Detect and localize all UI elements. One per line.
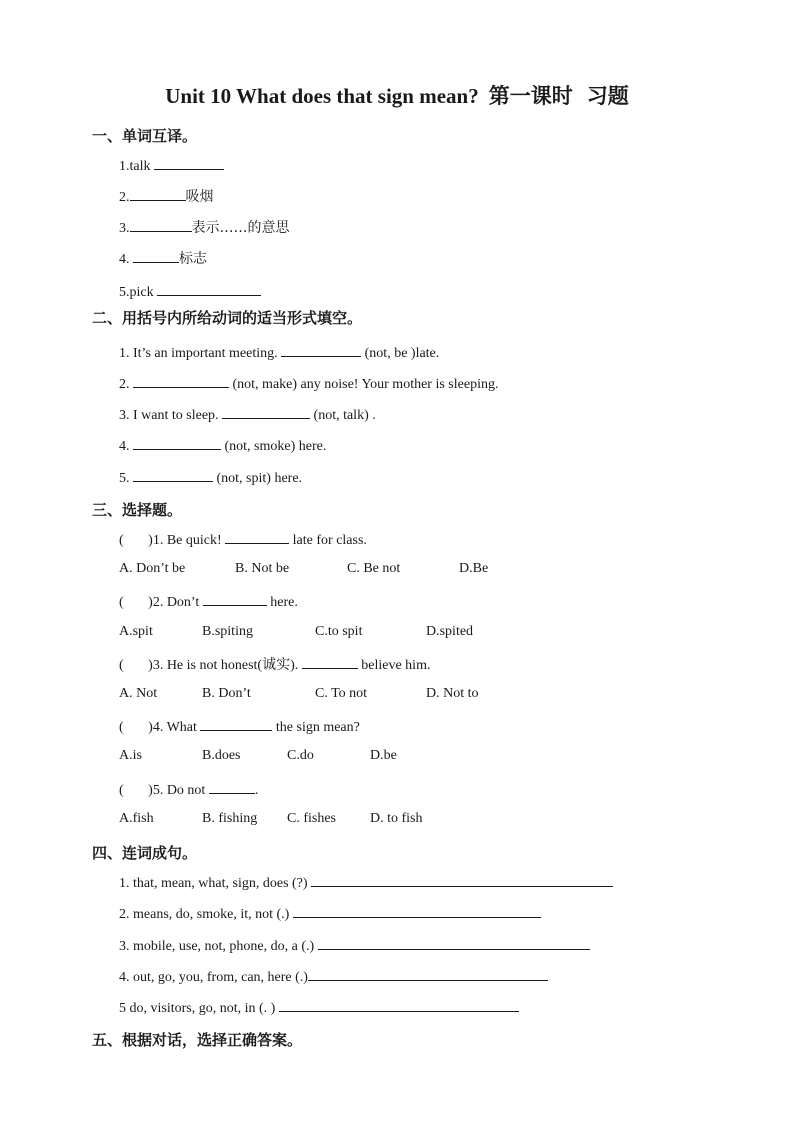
answer-blank[interactable] xyxy=(133,436,221,450)
answer-blank[interactable] xyxy=(209,780,255,794)
answer-blank[interactable] xyxy=(279,998,519,1012)
q3-option-d[interactable]: D. Not to xyxy=(426,686,479,701)
s4-item-3: 3. mobile, use, not, phone, do, a (.) xyxy=(119,936,590,956)
section3-header: 三、选择题。 xyxy=(92,501,183,519)
s2-item-3: 3. I want to sleep. (not, talk) . xyxy=(119,405,376,425)
section2-header: 二、用括号内所给动词的适当形式填空。 xyxy=(92,309,363,327)
answer-blank[interactable] xyxy=(302,655,358,669)
q3-option-a[interactable]: A. Not xyxy=(119,686,158,701)
q1-option-b[interactable]: B. Not be xyxy=(235,561,290,576)
q5-option-d[interactable]: D. to fish xyxy=(370,811,423,826)
q2-option-b[interactable]: B.spiting xyxy=(202,624,253,639)
title-kind: 习题 xyxy=(586,84,629,108)
answer-blank[interactable] xyxy=(311,873,613,887)
section5-header: 五、根据对话，选择正确答案。 xyxy=(92,1031,303,1049)
s1-item-3: 3. 表示……的意思 xyxy=(119,220,290,236)
q4-option-c[interactable]: C.do xyxy=(287,748,314,763)
answer-blank[interactable] xyxy=(133,468,213,482)
s1-item-5: 5.pick xyxy=(119,282,261,302)
answer-blank[interactable] xyxy=(133,374,229,388)
section4-header: 四、连词成句。 xyxy=(92,844,198,862)
answer-blank[interactable] xyxy=(130,187,186,201)
answer-blank[interactable] xyxy=(281,343,361,357)
q1-option-a[interactable]: A. Don’t be xyxy=(119,561,186,576)
answer-blank[interactable] xyxy=(225,530,289,544)
answer-blank[interactable] xyxy=(318,936,590,950)
q5-option-c[interactable]: C. fishes xyxy=(287,811,336,826)
s2-item-4: 4. (not, smoke) here. xyxy=(119,436,326,456)
s3-question-3: ( )3. He is not honest(诚实). believe him. xyxy=(119,655,430,675)
s3-question-5: ( )5. Do not . xyxy=(119,780,258,800)
s2-item-2: 2. (not, make) any noise! Your mother is sleeping. xyxy=(119,374,498,394)
q1-option-d[interactable]: D.Be xyxy=(459,561,489,576)
q4-option-a[interactable]: A.is xyxy=(119,748,142,763)
answer-blank[interactable] xyxy=(154,156,224,170)
s4-item-5: 5 do, visitors, go, not, in (. ) xyxy=(119,998,519,1018)
s4-item-2: 2. means, do, smoke, it, not (.) xyxy=(119,904,541,924)
s1-item-2: 2. 吸烟 xyxy=(119,189,214,205)
q4-option-b[interactable]: B.does xyxy=(202,748,241,763)
q2-option-a[interactable]: A.spit xyxy=(119,624,153,639)
title-main: Unit 10 What does that sign mean? xyxy=(165,84,479,108)
answer-blank[interactable] xyxy=(130,218,192,232)
s4-item-1: 1. that, mean, what, sign, does (?) xyxy=(119,873,613,893)
q4-option-d[interactable]: D.be xyxy=(370,748,397,763)
q5-option-b[interactable]: B. fishing xyxy=(202,811,258,826)
q1-option-c[interactable]: C. Be not xyxy=(347,561,401,576)
title-lesson: 第一课时 xyxy=(488,84,573,108)
answer-blank[interactable] xyxy=(203,592,267,606)
answer-blank[interactable] xyxy=(133,249,179,263)
s3-question-1: ( )1. Be quick! late for class. xyxy=(119,530,367,550)
answer-blank[interactable] xyxy=(200,717,272,731)
s2-item-5: 5. (not, spit) here. xyxy=(119,468,302,488)
s2-item-1: 1. It’s an important meeting. (not, be )late. xyxy=(119,343,439,363)
q3-option-b[interactable]: B. Don’t xyxy=(202,686,251,701)
answer-blank[interactable] xyxy=(157,282,261,296)
page-title xyxy=(0,80,794,110)
q3-option-c[interactable]: C. To not xyxy=(315,686,368,701)
q2-option-d[interactable]: D.spited xyxy=(426,624,474,639)
s3-question-2: ( )2. Don’t here. xyxy=(119,592,298,612)
s1-item-1: 1.talk xyxy=(119,156,224,176)
s3-question-4: ( )4. What the sign mean? xyxy=(119,717,360,737)
section1-header: 一、单词互译。 xyxy=(92,127,198,145)
q5-option-a[interactable]: A.fish xyxy=(119,811,154,826)
answer-blank[interactable] xyxy=(222,405,310,419)
s1-item-4: 4. 标志 xyxy=(119,251,207,267)
s4-item-4: 4. out, go, you, from, can, here (.) xyxy=(119,967,548,987)
q2-option-c[interactable]: C.to spit xyxy=(315,624,363,639)
answer-blank[interactable] xyxy=(293,904,541,918)
answer-blank[interactable] xyxy=(308,967,548,981)
